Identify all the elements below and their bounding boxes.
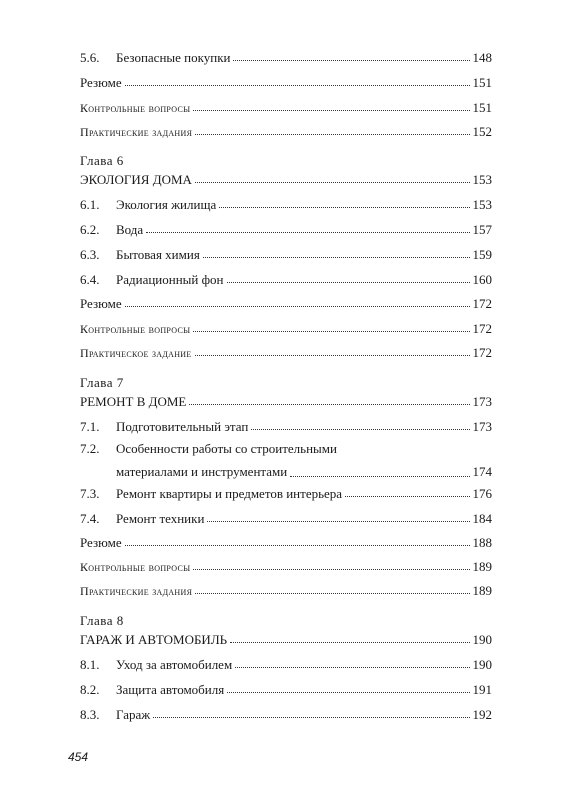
toc-entry <box>80 701 492 721</box>
dot-leader <box>195 182 470 183</box>
section-title-line2: материалами и инструментами <box>116 464 288 479</box>
section-title: Резюме <box>80 535 122 550</box>
section-number: 6.4. <box>80 272 100 287</box>
page-ref: 152 <box>472 124 492 139</box>
section-title: Гараж <box>116 707 151 722</box>
page-ref: 173 <box>472 419 492 434</box>
section-title: Ремонт техники <box>116 511 205 526</box>
toc-entry <box>80 441 492 481</box>
section-title: Ремонт квартиры и предметов интерьера <box>116 486 343 501</box>
section-title: Уход за автомобилем <box>116 657 233 672</box>
dot-leader <box>125 85 470 86</box>
page-ref: 153 <box>472 172 492 187</box>
section-number: 7.3. <box>80 486 100 501</box>
page-ref: 191 <box>472 682 492 697</box>
page-ref: 190 <box>472 657 492 672</box>
toc-entry <box>80 241 492 261</box>
page-ref: 159 <box>472 247 492 262</box>
chapter-label: Глава 8 <box>80 613 124 628</box>
dot-leader <box>251 429 469 430</box>
page-number: 454 <box>68 750 89 764</box>
section-title: Резюме <box>80 75 122 90</box>
page-ref: 189 <box>472 559 492 574</box>
page-ref: 172 <box>472 321 492 336</box>
section-number: 6.2. <box>80 222 100 237</box>
dot-leader <box>235 667 469 668</box>
dot-leader <box>193 569 469 570</box>
section-number: 8.2. <box>80 682 100 697</box>
dot-leader <box>227 282 470 283</box>
dot-leader <box>233 60 469 61</box>
dot-leader <box>195 593 469 594</box>
toc-entry <box>80 69 492 89</box>
page-ref: 174 <box>472 464 492 479</box>
dot-leader <box>290 476 469 477</box>
toc-entry <box>80 266 492 286</box>
page-ref: 188 <box>472 535 492 550</box>
section-number: 8.1. <box>80 657 100 672</box>
page-ref: 190 <box>472 632 492 647</box>
dot-leader <box>195 355 470 356</box>
toc-entry <box>80 505 492 525</box>
page-ref: 173 <box>472 394 492 409</box>
toc-entry <box>80 290 492 310</box>
section-title: Радиационный фон <box>116 272 224 287</box>
dot-leader <box>189 404 469 405</box>
page-ref: 184 <box>472 511 492 526</box>
toc-entry <box>80 94 492 114</box>
toc-entry <box>80 315 492 335</box>
dot-leader <box>193 331 469 332</box>
dot-leader <box>203 257 470 258</box>
toc-entry <box>80 216 492 236</box>
toc-entry <box>80 413 492 433</box>
section-title: Бытовая химия <box>116 247 200 262</box>
dot-leader <box>125 306 470 307</box>
section-number: 8.3. <box>80 707 100 722</box>
page-ref: 189 <box>472 583 492 598</box>
section-number: 7.4. <box>80 511 100 526</box>
dot-leader <box>345 496 469 497</box>
section-title: Практические задания <box>80 584 193 598</box>
page-ref: 151 <box>472 75 492 90</box>
section-number: 7.1. <box>80 419 100 434</box>
toc-entry <box>80 577 492 597</box>
chapter-label: Глава 6 <box>80 153 124 168</box>
page-ref: 172 <box>472 345 492 360</box>
page-ref: 151 <box>472 100 492 115</box>
chapter-title: ГАРАЖ И АВТОМОБИЛЬ <box>80 632 228 647</box>
section-title: Экология жилища <box>116 197 217 212</box>
page-ref: 157 <box>472 222 492 237</box>
dot-leader <box>230 642 469 643</box>
chapter-label: Глава 7 <box>80 375 124 390</box>
dot-leader <box>227 692 469 693</box>
toc-entry <box>80 553 492 573</box>
page-ref: 192 <box>472 707 492 722</box>
page-ref: 148 <box>472 50 492 65</box>
dot-leader <box>195 134 469 135</box>
page-ref: 176 <box>472 486 492 501</box>
chapter-title: РЕМОНТ В ДОМЕ <box>80 394 187 409</box>
dot-leader <box>219 207 469 208</box>
dot-leader <box>207 521 469 522</box>
page-ref: 160 <box>472 272 492 287</box>
section-title: Подготовительный этап <box>116 419 249 434</box>
section-title: Защита автомобиля <box>116 682 225 697</box>
dot-leader <box>193 110 469 111</box>
page-ref: 172 <box>472 296 492 311</box>
toc-entry <box>80 529 492 549</box>
dot-leader <box>153 717 469 718</box>
chapter-title: ЭКОЛОГИЯ ДОМА <box>80 172 192 187</box>
chapter-heading <box>80 388 492 408</box>
toc-entry <box>80 191 492 211</box>
chapter-heading <box>80 626 492 646</box>
toc-entry <box>80 118 492 138</box>
section-number: 6.3. <box>80 247 100 262</box>
section-number: 7.2. <box>80 441 100 456</box>
section-title: Практическое задание <box>80 346 192 360</box>
section-title: Контрольные вопросы <box>80 560 191 574</box>
section-title: Резюме <box>80 296 122 311</box>
toc-entry <box>80 480 492 500</box>
section-title: Вода <box>116 222 144 237</box>
toc-entry <box>80 339 492 359</box>
toc-entry <box>80 44 492 64</box>
section-title: Практические задания <box>80 125 193 139</box>
toc-entry <box>80 676 492 696</box>
chapter-heading <box>80 166 492 186</box>
section-title-line1: Особенности работы со строительными <box>116 441 337 456</box>
section-number: 5.6. <box>80 50 100 65</box>
section-title: Контрольные вопросы <box>80 101 191 115</box>
section-title: Безопасные покупки <box>116 50 231 65</box>
section-title: Контрольные вопросы <box>80 322 191 336</box>
dot-leader <box>125 545 470 546</box>
page-ref: 153 <box>472 197 492 212</box>
dot-leader <box>146 232 469 233</box>
toc-entry <box>80 651 492 671</box>
section-number: 6.1. <box>80 197 100 212</box>
